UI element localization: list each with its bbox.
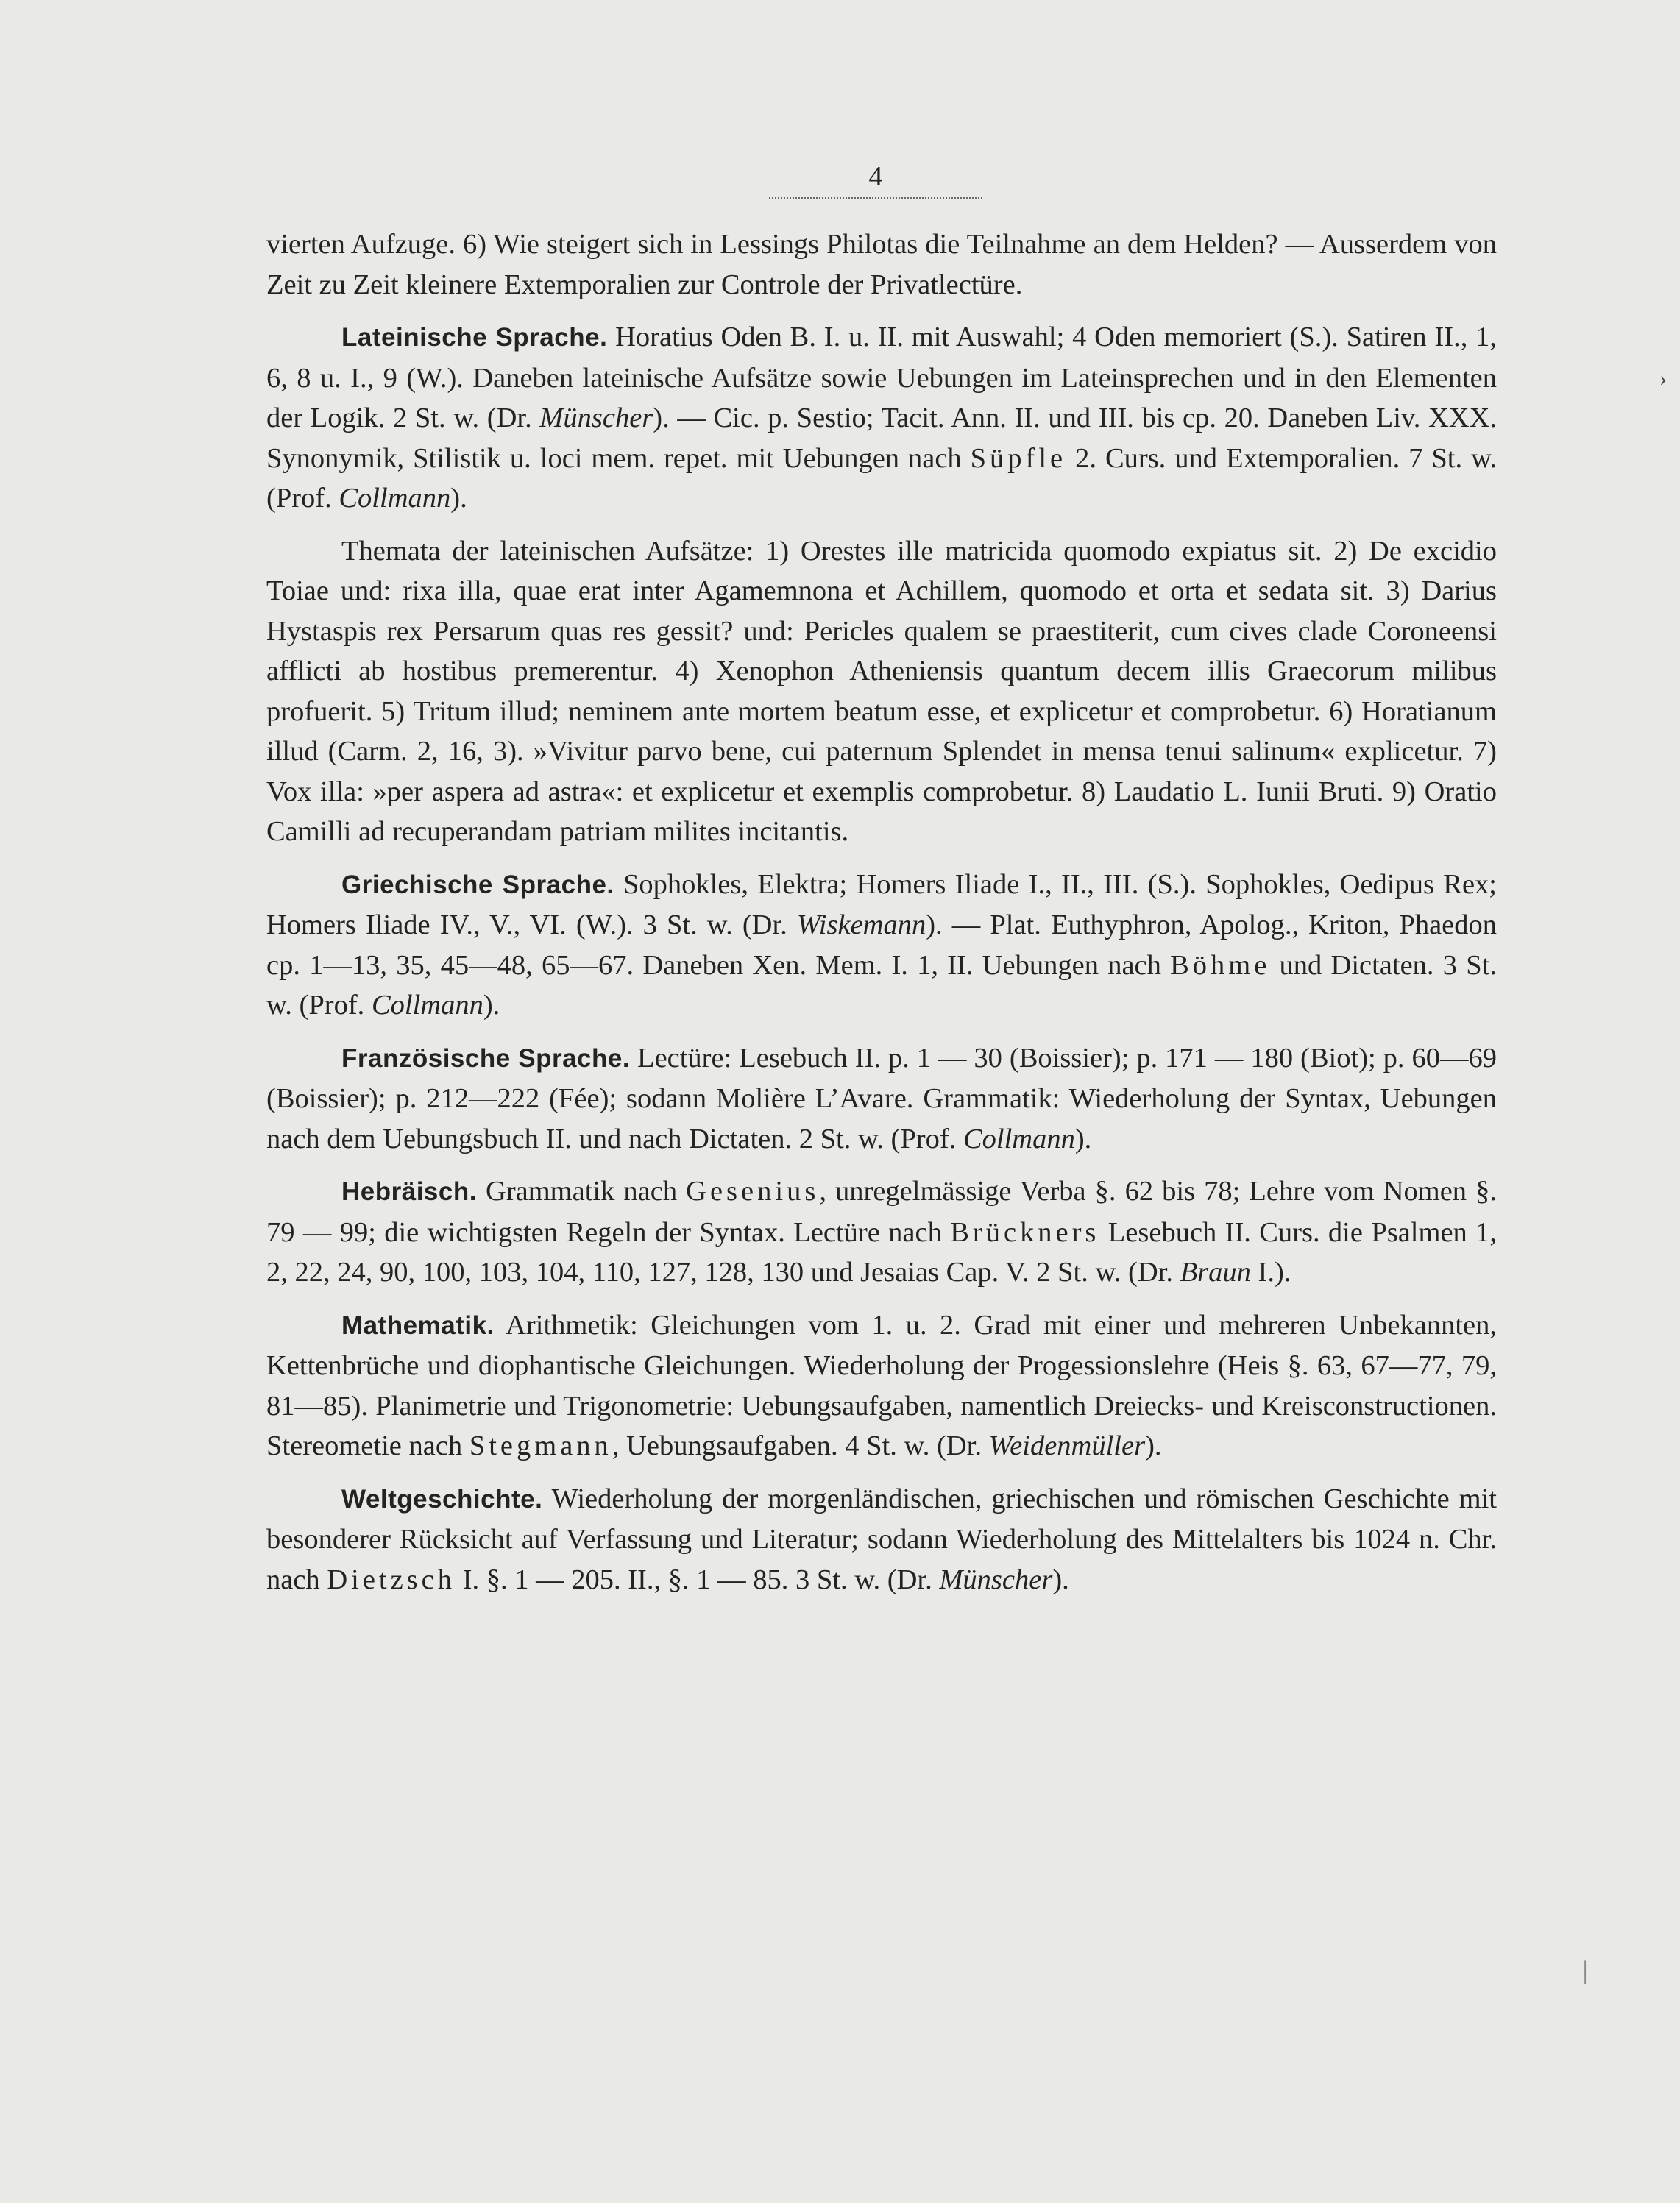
latin-teacher-1: Münscher xyxy=(539,402,653,433)
latin-teacher-2: Collmann xyxy=(339,483,451,514)
page-number: 4 xyxy=(868,161,883,192)
paragraph-mathematics xyxy=(266,1305,1497,1466)
greek-text-2: ). — Plat. Euthyphron, Apolog., Kriton, Phaedon cp. 1—13, 35, 45—48, 65—67. Daneben Xen. Mem. I. 1, II. Uebungen nach xyxy=(266,909,1497,981)
hebrew-teacher: Braun xyxy=(1180,1257,1251,1288)
hebrew-text-1: Grammatik nach xyxy=(476,1176,687,1207)
paragraph-french xyxy=(266,1038,1497,1160)
math-text-1: Arithmetik: Gleichungen vom 1. u. 2. Grad mit einer und mehreren Unbekannten, Kettenbrüche und diophantische Gleichungen. Wiederholung der Progessionslehre (Heis §. 63, 67—77, 79, 81—85). Planimetrie und Trigonometrie: Uebungsaufgaben, namentlich Dreiecks- und Kreisconstructionen. Stereometie nach xyxy=(266,1309,1497,1461)
french-teacher: Collmann xyxy=(963,1123,1075,1154)
history-author-spaced: Dietzsch xyxy=(327,1564,456,1595)
hebrew-author-spaced-1: Gesenius xyxy=(686,1176,820,1207)
latin-text-2: ). — Cic. p. Sestio; Tacit. Ann. II. und III. bis cp. 20. Daneben Liv. XXX. Synonymik, Stilistik u. loci mem. repet. mit Uebungen nach xyxy=(266,402,1497,474)
page-number-rule xyxy=(769,197,982,199)
greek-teacher-2: Collmann xyxy=(371,990,483,1021)
hebrew-text-4: I.). xyxy=(1250,1257,1291,1288)
history-text-3: ). xyxy=(1052,1564,1069,1595)
intro-text: vierten Aufzuge. 6) Wie steigert sich in Lessings Philotas die Teilnahme an dem Helden? — Ausserdem von Zeit zu Zeit kleinere Extemporalien zur Controle der Privatlectüre. xyxy=(266,229,1497,300)
paragraph-hebrew xyxy=(266,1171,1497,1293)
body-text xyxy=(266,224,1497,1612)
greek-teacher-1: Wiskemann xyxy=(796,909,926,940)
math-text-3: ). xyxy=(1145,1430,1162,1461)
paragraph-latin xyxy=(266,317,1497,519)
margin-mark: › xyxy=(1659,366,1667,391)
heading-hebrew: Hebräisch. xyxy=(341,1177,477,1206)
themata-text: Themata der lateinischen Aufsätze: 1) Orestes ille matricida quomodo expiatus sit. 2) De excidio Toiae und: rixa illa, quae erat inter Agamemnona et Achillem, quomodo et orta et sedata sit. 3) Darius Hystaspis rex Persarum quas res gessit? und: Pericles qualem se praestiterit, cum cives clade Coroneensi afflicti ab hostibus premerentur. 4) Xenophon Atheniensis quantum decem illis Graecorum milibus profuerit. 5) Tritum illud; neminem ante mortem beatum esse, et explicetur et comprobetur. 6) Horatianum illud (Carm. 2, 16, 3). »Vivitur parvo bene, cui paternum Splendet in mensa tenui salinum« explicetur. 7) Vox illa: »per aspera ad astra«: et explicetur et exemplis comprobetur. 8) Laudatio L. Iunii Bruti. 9) Oratio Camilli ad recuperandam patriam milites incitantis. xyxy=(266,535,1497,847)
latin-text-1: Horatius Oden B. I. u. II. mit Auswahl; 4 Oden memoriert (S.). Satiren II., 1, 6, 8 u. I., 9 (W.). Daneben lateinische Aufsätze sowie Uebungen im Lateinsprechen und in den Elementen der Logik. 2 St. w. (Dr. xyxy=(266,322,1497,433)
greek-author-spaced: Böhme xyxy=(1170,949,1271,981)
math-text-2: , Uebungsaufgaben. 4 St. w. (Dr. xyxy=(612,1430,989,1461)
history-teacher: Münscher xyxy=(939,1564,1053,1595)
greek-text-3: und Dictaten. 3 St. w. (Prof. xyxy=(266,949,1497,1021)
latin-text-3: 2. Curs. und Extemporalien. 7 St. w. (Prof. xyxy=(266,442,1497,514)
french-text-2: ). xyxy=(1074,1123,1092,1154)
heading-greek: Griechische Sprache. xyxy=(341,870,614,899)
latin-text-4: ). xyxy=(450,483,467,514)
latin-author-spaced: Süpfle xyxy=(970,442,1067,474)
greek-text-1: Sophokles, Elektra; Homers Iliade I., II., III. (S.). Sophokles, Oedipus Rex; Homers Iliade IV., V., VI. (W.). 3 St. w. (Dr. xyxy=(266,868,1497,940)
math-author-spaced: Stegmann xyxy=(469,1430,612,1461)
paragraph-themata xyxy=(266,531,1497,852)
history-text-2: I. §. 1 — 205. II., §. 1 — 85. 3 St. w. (Dr. xyxy=(456,1564,940,1595)
heading-french: Französische Sprache. xyxy=(341,1043,631,1073)
heading-mathematics: Mathematik. xyxy=(341,1310,495,1340)
edge-mark: │ xyxy=(1578,1961,1592,1982)
history-text-1: Wiederholung der morgenländischen, griechischen und römischen Geschichte mit besonderer Rücksicht auf Verfassung und Literatur; sodann Wiederholung des Mittelalters bis 1024 n. Chr. nach xyxy=(266,1483,1497,1595)
heading-latin: Lateinische Sprache. xyxy=(341,323,608,352)
heading-world-history: Weltgeschichte. xyxy=(341,1484,543,1514)
hebrew-text-2: , unregelmässige Verba §. 62 bis 78; Lehre vom Nomen §. 79 — 99; die wichtigsten Regeln der Syntax. Lectüre nach xyxy=(266,1176,1497,1248)
hebrew-text-3: Lesebuch II. Curs. die Psalmen 1, 2, 22, 24, 90, 100, 103, 104, 110, 127, 128, 130 und Jesaias Cap. V. 2 St. w. (Dr. xyxy=(266,1216,1497,1288)
paragraph-greek xyxy=(266,865,1497,1026)
paragraph-world-history xyxy=(266,1479,1497,1600)
hebrew-author-spaced-2: Brückners xyxy=(950,1216,1100,1248)
math-teacher: Weidenmüller xyxy=(988,1430,1146,1461)
greek-text-4: ). xyxy=(483,990,500,1021)
french-text-1: Lectüre: Lesebuch II. p. 1 — 30 (Boissier); p. 171 — 180 (Biot); p. 60—69 (Boissier); p. 212—222 (Fée); sodann Molière L’Avare. Grammatik: Wiederholung der Syntax, Uebungen nach dem Uebungsbuch II. und nach Dictaten. 2 St. w. (Prof. xyxy=(266,1042,1497,1154)
paragraph-intro xyxy=(266,224,1497,305)
